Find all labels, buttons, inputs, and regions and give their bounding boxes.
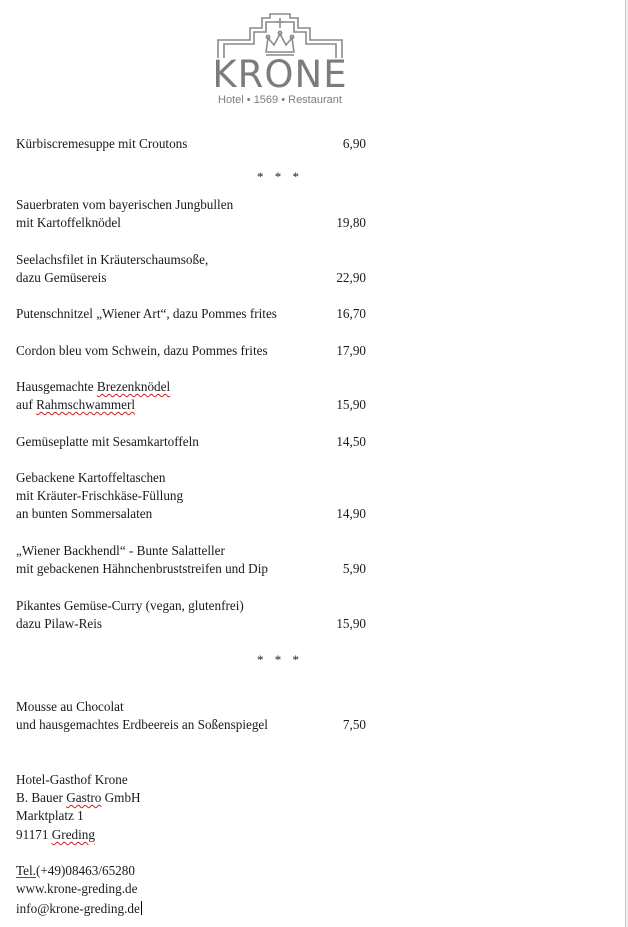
menu-item-line: Gemüseplatte mit Sesamkartoffeln bbox=[16, 434, 199, 449]
contact-operator-text: B. Bauer bbox=[16, 790, 67, 805]
contact-street: Marktplatz 1 bbox=[16, 808, 84, 823]
menu-item-price: 5,90 bbox=[342, 561, 366, 576]
spellcheck-word[interactable]: Rahmschwammerl bbox=[36, 397, 136, 412]
spellcheck-word[interactable]: Brezenknödel bbox=[96, 379, 171, 394]
contact-city bbox=[16, 828, 95, 841]
menu-item-price: 15,90 bbox=[336, 616, 366, 631]
logo-tagline: Hotel • 1569 • Restaurant bbox=[218, 94, 342, 106]
spellcheck-word[interactable]: Greding bbox=[51, 827, 95, 842]
menu-item-line: dazu Gemüsereis bbox=[16, 270, 107, 285]
menu-item-line: dazu Pilaw-Reis bbox=[16, 616, 103, 631]
menu-item-price: 14,90 bbox=[336, 506, 366, 521]
menu-item-line: Cordon bleu vom Schwein, dazu Pommes frites bbox=[16, 343, 268, 358]
menu-item-price: 17,90 bbox=[336, 343, 366, 358]
menu-item-price: 16,70 bbox=[336, 306, 366, 321]
menu-item-price: 22,90 bbox=[336, 270, 366, 285]
menu-item-line: mit gebackenen Hähnchenbruststreifen und Dip bbox=[16, 561, 268, 576]
menu-item-price: 7,50 bbox=[342, 717, 366, 732]
menu-item-soup-name: Kürbiscremesuppe mit Croutons bbox=[16, 136, 188, 151]
phone-number: (+49)08463/65280 bbox=[35, 863, 135, 878]
menu-item-line: mit Kartoffelknödel bbox=[16, 215, 121, 230]
contact-zip: 91171 bbox=[16, 827, 52, 842]
text-cursor bbox=[141, 901, 142, 915]
menu-item-line: mit Kräuter-Frischkäse-Füllung bbox=[16, 488, 184, 503]
menu-item-line: Seelachsfilet in Kräuterschaumsoße, bbox=[16, 252, 209, 267]
separator-stars: * * * bbox=[257, 169, 303, 184]
menu-item-price: 19,80 bbox=[336, 215, 366, 230]
separator-stars: * * * bbox=[257, 652, 303, 667]
spellcheck-word[interactable]: Gastro bbox=[66, 790, 102, 805]
menu-item-line: Mousse au Chocolat bbox=[16, 699, 124, 714]
contact-email-text[interactable]: info@krone-greding.de bbox=[16, 901, 140, 916]
menu-item-price: 14,50 bbox=[336, 434, 366, 449]
menu-item-line: Pikantes Gemüse-Curry (vegan, glutenfrei) bbox=[16, 598, 244, 613]
contact-phone bbox=[16, 864, 135, 877]
menu-item-soup-price: 6,90 bbox=[342, 136, 366, 151]
contact-operator-text: GmbH bbox=[101, 790, 141, 805]
menu-item-text: Hausgemachte bbox=[16, 379, 97, 394]
contact-email[interactable] bbox=[16, 901, 142, 915]
krone-logo bbox=[210, 12, 350, 106]
contact-company: Hotel-Gasthof Krone bbox=[16, 772, 128, 787]
menu-item-line: und hausgemachtes Erdbeereis an Soßenspiegel bbox=[16, 717, 268, 732]
menu-item-price: 15,90 bbox=[336, 397, 366, 412]
menu-item-line bbox=[16, 380, 170, 393]
contact-operator bbox=[16, 791, 141, 804]
menu-item-line: Sauerbraten vom bayerischen Jungbullen bbox=[16, 197, 234, 212]
phone-label[interactable]: Tel. bbox=[16, 863, 36, 878]
crown-icon bbox=[210, 12, 350, 58]
menu-item-line: Gebackene Kartoffeltaschen bbox=[16, 470, 166, 485]
menu-item-line: „Wiener Backhendl“ - Bunte Salatteller bbox=[16, 543, 225, 558]
menu-item-text: auf bbox=[16, 397, 37, 412]
menu-item-line bbox=[16, 398, 135, 411]
menu-item-line: an bunten Sommersalaten bbox=[16, 506, 153, 521]
logo-wordmark: KRONE bbox=[212, 53, 348, 96]
menu-item-line: Putenschnitzel „Wiener Art“, dazu Pommes frites bbox=[16, 306, 277, 321]
contact-website[interactable]: www.krone-greding.de bbox=[16, 881, 138, 896]
